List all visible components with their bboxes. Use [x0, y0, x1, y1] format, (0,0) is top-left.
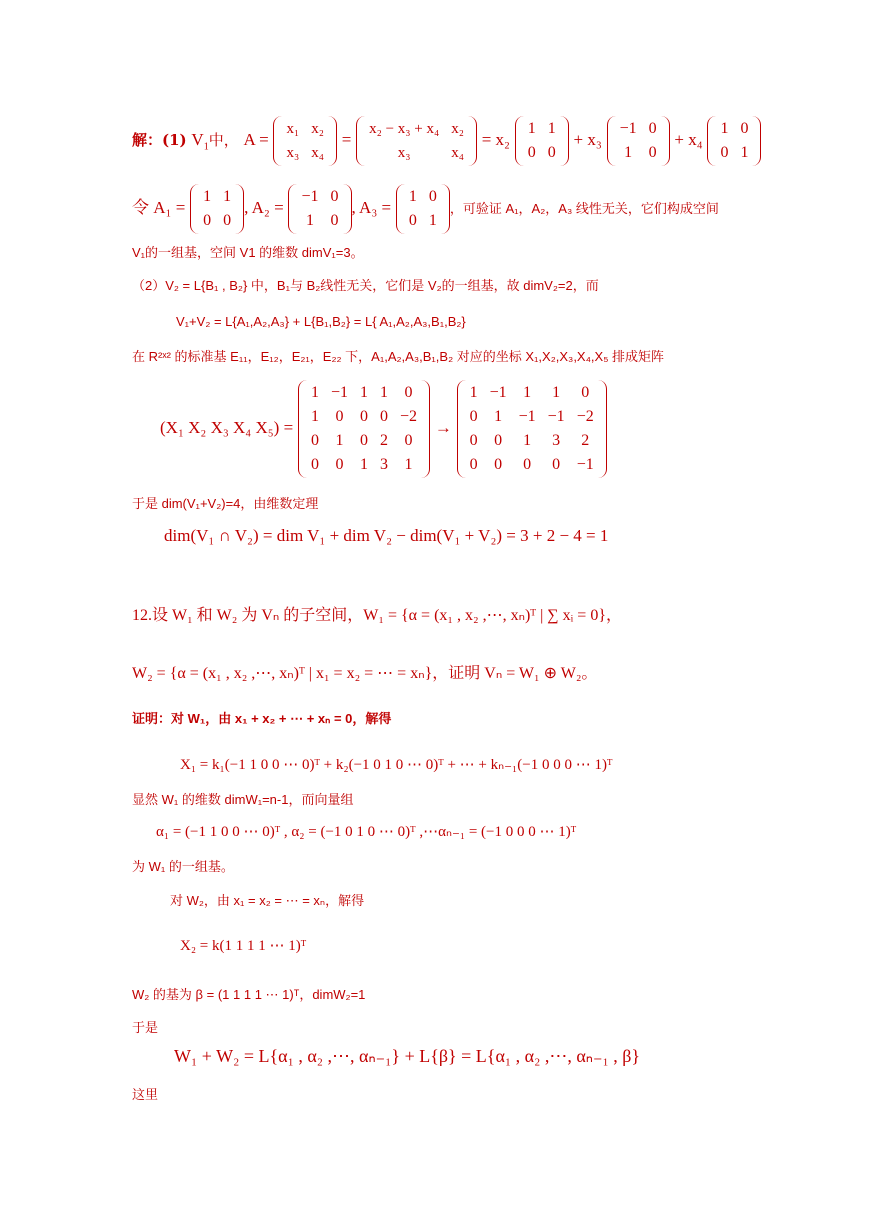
matrix-reduced: [457, 380, 607, 478]
coef-x2: = x₂: [481, 130, 510, 149]
matrix-cell: −1: [518, 408, 536, 425]
line-dim-sum: 于是 dim(V₁+V₂)=4，由维数定理: [132, 496, 319, 511]
matrix-cell: 1: [310, 384, 319, 401]
q12-line2: W₂ = {α = (x₁ , x₂ ,⋯, xₙ)ᵀ | x₁ = x₂ = ⋯ = xₙ}，证明 Vₙ = W₁ ⊕ W₂。: [132, 665, 598, 682]
line-part1: [132, 116, 761, 166]
matrix-cell: 0: [494, 456, 503, 473]
equals: =: [341, 130, 352, 149]
line-big-matrix: [160, 380, 607, 478]
matrix-cell: 0: [552, 456, 561, 473]
matrix-cell: 1: [552, 384, 561, 401]
matrix-cell: 0: [523, 456, 532, 473]
matrix-cell: 3: [552, 432, 561, 449]
matrix-cell: 0: [335, 408, 344, 425]
line-dim-v1: V₁的一组基，空间 V1 的维数 dimV₁=3。: [132, 245, 364, 260]
proof-alpha: α₁ = (−1 1 0 0 ⋯ 0)ᵀ , α₂ = (−1 0 1 0 ⋯ 0)ᵀ ,⋯αₙ₋₁ = (−1 0 0 0 ⋯ 1)ᵀ: [156, 824, 577, 840]
proof-basis-w1: 为 W₁ 的一组基。: [132, 859, 234, 874]
proof-sum: W₁ + W₂ = L{α₁ , α₂ ,⋯, αₙ₋₁} + L{β} = L{α₁ , α₂ ,⋯, αₙ₋₁ , β}: [174, 1046, 641, 1066]
matrix-cell: 2: [581, 432, 590, 449]
proof-dim-w1: 显然 W₁ 的维数 dimW₁=n-1，而向量组: [132, 792, 354, 807]
matrix-cell: 1: [523, 384, 532, 401]
proof-yushi: 于是: [132, 1020, 159, 1035]
proof-zheli: 这里: [132, 1087, 159, 1102]
line-standard-basis: 在 R²ˣ² 的标准基 E₁₁，E₁₂，E₂₁，E₂₂ 下，A₁,A₂,A₃,B₁,B₂ 对应的坐标 X₁,X₂,X₃,X₄,X₅ 排成矩阵: [132, 349, 665, 364]
matrix-cell: 1: [380, 384, 388, 401]
line2-tail: ，可验证 A₁，A₂，A₃ 线性无关，它们构成空间: [449, 201, 719, 216]
matrix-cell: 1: [404, 456, 413, 473]
q12-line1: 12.设 W₁ 和 W₂ 为 Vₙ 的子空间，W₁ = {α = (x₁ , x₂ ,⋯, xₙ)ᵀ | ∑ xᵢ = 0}，: [132, 607, 622, 624]
matrix-cell: −2: [400, 408, 418, 425]
matrix-cell: 1: [494, 408, 503, 425]
matrix-cell: 0: [469, 456, 478, 473]
matrix-label: (X₁ X₂ X₃ X₄ X₅) =: [160, 418, 294, 437]
ling-a1: 令 A₁ =: [132, 198, 186, 217]
proof-beta: W₂ 的基为 β = (1 1 1 1 ⋯ 1)ᵀ，dimW₂=1: [132, 987, 366, 1002]
matrix-coords: [298, 380, 430, 478]
a3-label: , A₃ =: [351, 198, 392, 217]
matrix-cell: 1: [310, 408, 319, 425]
matrix-cell: −1: [576, 456, 594, 473]
proof-w2: 对 W₂，由 x₁ = x₂ = ⋯ = xₙ，解得: [170, 893, 365, 908]
matrix-cell: 1: [469, 384, 478, 401]
matrix-a: x₁ x₂ x₃ x₄: [273, 116, 336, 166]
eq-a: A =: [243, 130, 269, 149]
matrix-e2: −1 0 1 0: [607, 116, 670, 166]
matrix-cell: 1: [335, 432, 344, 449]
matrix-cell: 0: [380, 408, 388, 425]
matrix-a2: −1 0 1 0: [288, 184, 351, 234]
matrix-cell: 3: [380, 456, 388, 473]
proof-x2: X₂ = k(1 1 1 1 ⋯ 1)ᵀ: [180, 938, 307, 954]
matrix-cell: 0: [404, 432, 413, 449]
matrix-b: x₂ − x₃ + x₄ x₂ x₃ x₄: [356, 116, 477, 166]
matrix-cell: 0: [310, 432, 319, 449]
matrix-cell: 0: [360, 432, 368, 449]
proof-x1: X₁ = k₁(−1 1 0 0 ⋯ 0)ᵀ + k₂(−1 0 1 0 ⋯ 0)ᵀ + ⋯ + kₙ₋₁(−1 0 0 0 ⋯ 1)ᵀ: [180, 757, 613, 773]
matrix-cell: −1: [489, 384, 507, 401]
matrix-cell: 0: [494, 432, 503, 449]
matrix-e1: 1 1 0 0: [515, 116, 569, 166]
arrow: →: [434, 418, 452, 437]
line-v1-plus-v2: V₁+V₂ = L{A₁,A₂,A₃} + L{B₁,B₂} = L{ A₁,A₂,A₃,B₁,B₂}: [176, 314, 466, 329]
coef-x4: + x₄: [674, 130, 703, 149]
line-define-a: [132, 184, 719, 234]
matrix-a1: 1 1 0 0: [190, 184, 244, 234]
matrix-cell: 2: [380, 432, 388, 449]
text-zhong: 中，: [208, 131, 239, 149]
matrix-cell: −1: [330, 384, 348, 401]
matrix-cell: 0: [310, 456, 319, 473]
matrix-cell: 0: [469, 432, 478, 449]
matrix-cell: −2: [576, 408, 594, 425]
matrix-e3: 1 0 0 1: [707, 116, 761, 166]
v1-label: $V_1$: [191, 130, 209, 153]
proof-line1: 证明：对 W₁，由 x₁ + x₂ + ⋯ + xₙ = 0，解得: [132, 711, 392, 726]
coef-x3: + x₃: [573, 130, 602, 149]
matrix-cell: 1: [523, 432, 532, 449]
matrix-cell: −1: [547, 408, 565, 425]
matrix-a3: 1 0 0 1: [396, 184, 450, 234]
matrix-cell: 1: [360, 384, 368, 401]
matrix-cell: 0: [404, 384, 413, 401]
matrix-cell: 0: [335, 456, 344, 473]
line-v2: （2）V₂ = L{B₁ , B₂} 中，B₁与 B₂线性无关，它们是 V₂的一组基，故 dimV₂=2，而: [132, 278, 599, 293]
line-dim-formula: dim(V₁ ∩ V₂) = dim V₁ + dim V₂ − dim(V₁ + V₂) = 3 + 2 − 4 = 1: [164, 526, 609, 545]
a2-label: , A₂ =: [244, 198, 284, 217]
matrix-cell: 0: [360, 408, 368, 425]
matrix-cell: 0: [581, 384, 590, 401]
matrix-cell: 1: [360, 456, 368, 473]
matrix-cell: 0: [469, 408, 478, 425]
solution-heading: 解：(1): [132, 131, 187, 149]
